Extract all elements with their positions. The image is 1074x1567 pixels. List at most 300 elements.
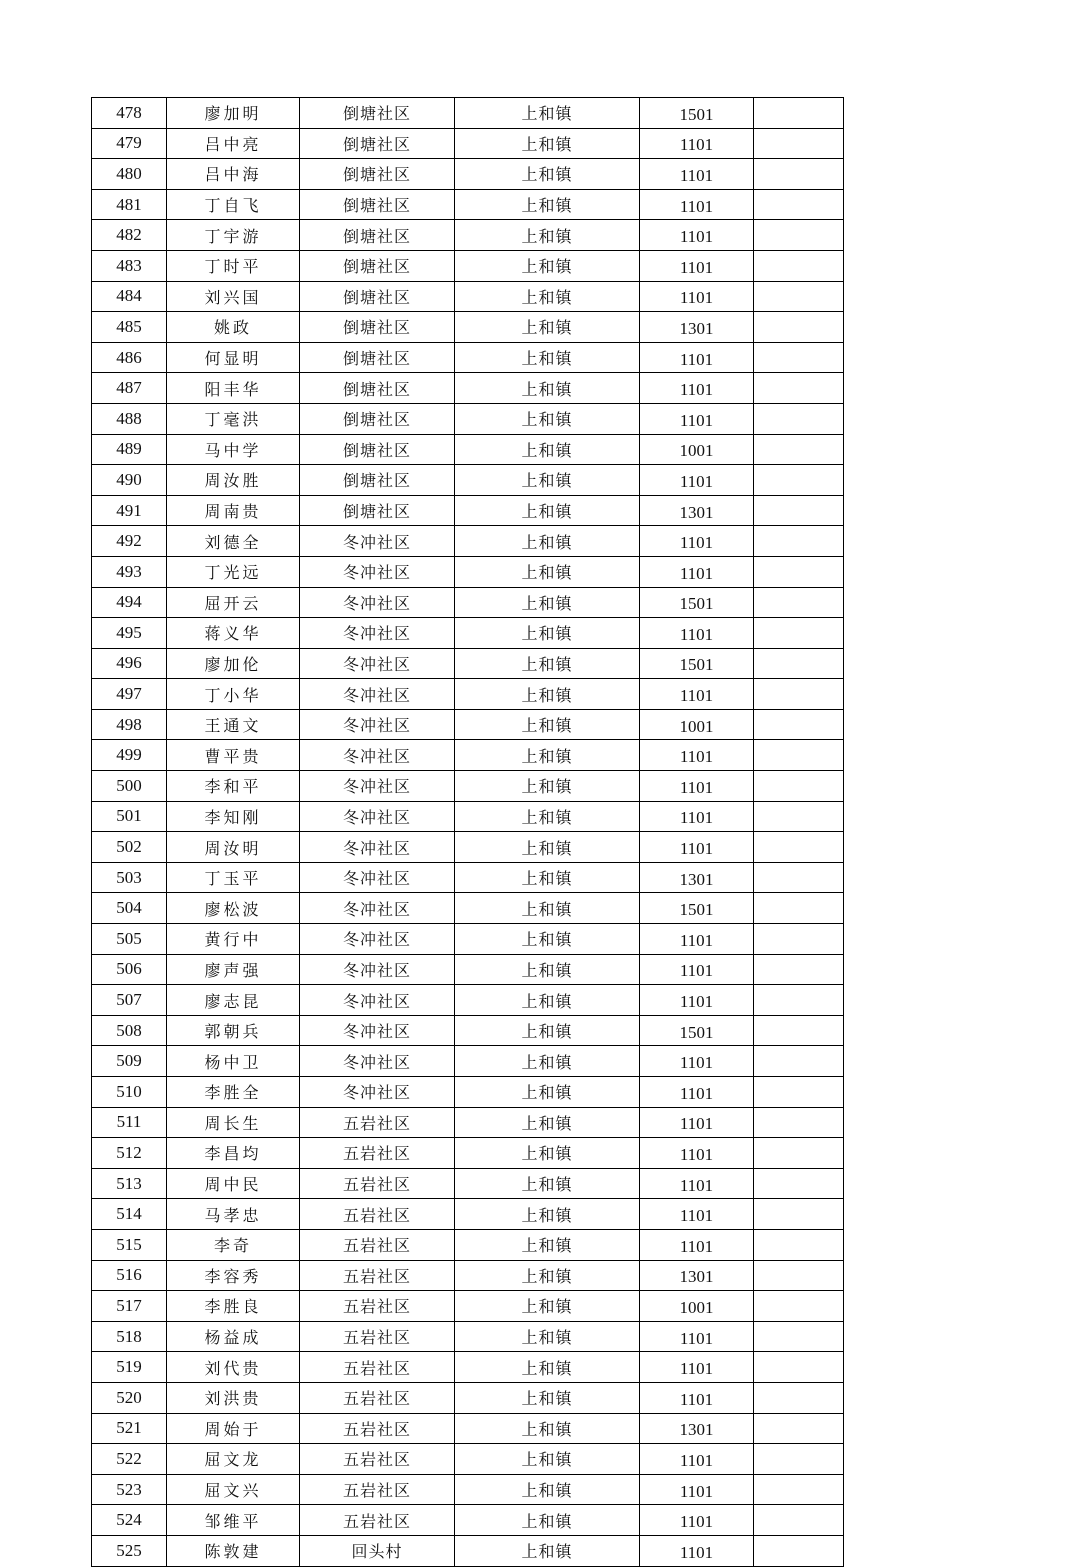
note-cell (754, 1199, 844, 1230)
note-cell (754, 1138, 844, 1169)
town-name: 上和镇 (455, 1107, 640, 1138)
table-row (92, 495, 844, 526)
table-row (92, 587, 844, 618)
town-name: 上和镇 (455, 1505, 640, 1536)
note-cell (754, 342, 844, 373)
community-name: 倒塘社区 (300, 159, 455, 190)
community-name: 冬冲社区 (300, 924, 455, 955)
community-name: 倒塘社区 (300, 281, 455, 312)
town-name: 上和镇 (455, 1077, 640, 1108)
note-cell (754, 189, 844, 220)
row-number: 488 (92, 403, 167, 434)
table-row (92, 250, 844, 281)
note-cell (754, 1474, 844, 1505)
row-number: 516 (92, 1260, 167, 1291)
note-cell (754, 1352, 844, 1383)
community-name: 冬冲社区 (300, 1077, 455, 1108)
note-cell (754, 1229, 844, 1260)
person-name: 姚政 (167, 312, 300, 343)
note-cell (754, 832, 844, 863)
table-row (92, 159, 844, 190)
person-name: 杨中卫 (167, 1046, 300, 1077)
table-row (92, 832, 844, 863)
person-name: 丁小华 (167, 679, 300, 710)
category-code: 1101 (640, 679, 754, 710)
note-cell (754, 1291, 844, 1322)
table-row (92, 893, 844, 924)
community-name: 五岩社区 (300, 1138, 455, 1169)
table-row (92, 862, 844, 893)
row-number: 493 (92, 556, 167, 587)
category-code: 1101 (640, 128, 754, 159)
community-name: 冬冲社区 (300, 985, 455, 1016)
person-name: 何显明 (167, 342, 300, 373)
person-name: 李奇 (167, 1229, 300, 1260)
community-name: 五岩社区 (300, 1382, 455, 1413)
table-row (92, 1107, 844, 1138)
table-row (92, 1291, 844, 1322)
person-name: 廖志昆 (167, 985, 300, 1016)
person-name: 李知刚 (167, 801, 300, 832)
category-code: 1101 (640, 1444, 754, 1475)
table-row (92, 1474, 844, 1505)
row-number: 501 (92, 801, 167, 832)
community-name: 五岩社区 (300, 1505, 455, 1536)
row-number: 518 (92, 1321, 167, 1352)
town-name: 上和镇 (455, 1168, 640, 1199)
table-row (92, 465, 844, 496)
table-row (92, 556, 844, 587)
table-row (92, 373, 844, 404)
row-number: 482 (92, 220, 167, 251)
town-name: 上和镇 (455, 1046, 640, 1077)
note-cell (754, 373, 844, 404)
person-name: 刘代贵 (167, 1352, 300, 1383)
row-number: 525 (92, 1535, 167, 1566)
town-name: 上和镇 (455, 587, 640, 618)
category-code: 1101 (640, 1382, 754, 1413)
town-name: 上和镇 (455, 893, 640, 924)
community-name: 倒塘社区 (300, 434, 455, 465)
category-code: 1101 (640, 342, 754, 373)
community-name: 倒塘社区 (300, 250, 455, 281)
note-cell (754, 618, 844, 649)
category-code: 1101 (640, 618, 754, 649)
person-name: 周汝明 (167, 832, 300, 863)
category-code: 1101 (640, 159, 754, 190)
community-name: 五岩社区 (300, 1413, 455, 1444)
category-code: 1301 (640, 1260, 754, 1291)
town-name: 上和镇 (455, 648, 640, 679)
community-name: 冬冲社区 (300, 587, 455, 618)
category-code: 1101 (640, 1474, 754, 1505)
community-name: 五岩社区 (300, 1352, 455, 1383)
person-name: 屈开云 (167, 587, 300, 618)
community-name: 五岩社区 (300, 1321, 455, 1352)
community-name: 冬冲社区 (300, 832, 455, 863)
town-name: 上和镇 (455, 1535, 640, 1566)
person-name: 杨益成 (167, 1321, 300, 1352)
note-cell (754, 312, 844, 343)
row-number: 515 (92, 1229, 167, 1260)
table-row (92, 1382, 844, 1413)
town-name: 上和镇 (455, 1260, 640, 1291)
person-name: 屈文龙 (167, 1444, 300, 1475)
note-cell (754, 403, 844, 434)
row-number: 499 (92, 740, 167, 771)
person-name: 王通文 (167, 709, 300, 740)
category-code: 1101 (640, 465, 754, 496)
person-name: 丁玉平 (167, 862, 300, 893)
town-name: 上和镇 (455, 556, 640, 587)
town-name: 上和镇 (455, 1199, 640, 1230)
category-code: 1001 (640, 709, 754, 740)
category-code: 1101 (640, 1321, 754, 1352)
category-code: 1301 (640, 312, 754, 343)
person-name: 马中学 (167, 434, 300, 465)
town-name: 上和镇 (455, 312, 640, 343)
category-code: 1101 (640, 250, 754, 281)
row-number: 519 (92, 1352, 167, 1383)
note-cell (754, 465, 844, 496)
community-name: 冬冲社区 (300, 679, 455, 710)
community-name: 五岩社区 (300, 1229, 455, 1260)
table-row (92, 281, 844, 312)
table-row (92, 1015, 844, 1046)
row-number: 502 (92, 832, 167, 863)
town-name: 上和镇 (455, 342, 640, 373)
table-row (92, 954, 844, 985)
table-row (92, 1046, 844, 1077)
category-code: 1101 (640, 1199, 754, 1230)
category-code: 1101 (640, 189, 754, 220)
table-row (92, 1352, 844, 1383)
table-row (92, 740, 844, 771)
category-code: 1101 (640, 924, 754, 955)
row-number: 523 (92, 1474, 167, 1505)
row-number: 508 (92, 1015, 167, 1046)
row-number: 487 (92, 373, 167, 404)
category-code: 1501 (640, 1015, 754, 1046)
person-name: 李昌均 (167, 1138, 300, 1169)
town-name: 上和镇 (455, 1138, 640, 1169)
category-code: 1101 (640, 1046, 754, 1077)
community-name: 倒塘社区 (300, 128, 455, 159)
row-number: 517 (92, 1291, 167, 1322)
table-row (92, 924, 844, 955)
row-number: 503 (92, 862, 167, 893)
table-row (92, 679, 844, 710)
person-name: 屈文兴 (167, 1474, 300, 1505)
row-number: 478 (92, 98, 167, 129)
community-name: 倒塘社区 (300, 220, 455, 251)
row-number: 505 (92, 924, 167, 955)
community-name: 倒塘社区 (300, 312, 455, 343)
note-cell (754, 495, 844, 526)
community-name: 冬冲社区 (300, 740, 455, 771)
community-name: 五岩社区 (300, 1444, 455, 1475)
table-row (92, 648, 844, 679)
note-cell (754, 740, 844, 771)
note-cell (754, 587, 844, 618)
row-number: 500 (92, 771, 167, 802)
category-code: 1501 (640, 98, 754, 129)
community-name: 五岩社区 (300, 1168, 455, 1199)
town-name: 上和镇 (455, 1352, 640, 1383)
town-name: 上和镇 (455, 618, 640, 649)
note-cell (754, 250, 844, 281)
table-row (92, 1505, 844, 1536)
row-number: 513 (92, 1168, 167, 1199)
note-cell (754, 1015, 844, 1046)
community-name: 冬冲社区 (300, 801, 455, 832)
category-code: 1301 (640, 1413, 754, 1444)
person-name: 周南贵 (167, 495, 300, 526)
community-name: 冬冲社区 (300, 771, 455, 802)
table-row (92, 403, 844, 434)
person-name: 吕中亮 (167, 128, 300, 159)
town-name: 上和镇 (455, 1382, 640, 1413)
category-code: 1101 (640, 954, 754, 985)
town-name: 上和镇 (455, 985, 640, 1016)
community-name: 倒塘社区 (300, 465, 455, 496)
category-code: 1101 (640, 220, 754, 251)
person-name: 刘兴国 (167, 281, 300, 312)
community-name: 倒塘社区 (300, 495, 455, 526)
table-row (92, 1260, 844, 1291)
row-number: 520 (92, 1382, 167, 1413)
table-row (92, 985, 844, 1016)
category-code: 1101 (640, 1535, 754, 1566)
town-name: 上和镇 (455, 679, 640, 710)
row-number: 484 (92, 281, 167, 312)
town-name: 上和镇 (455, 1291, 640, 1322)
table-row (92, 618, 844, 649)
row-number: 510 (92, 1077, 167, 1108)
person-name: 陈敦建 (167, 1535, 300, 1566)
town-name: 上和镇 (455, 403, 640, 434)
table-row (92, 1199, 844, 1230)
person-name: 刘德全 (167, 526, 300, 557)
note-cell (754, 648, 844, 679)
row-number: 481 (92, 189, 167, 220)
table-row (92, 1413, 844, 1444)
row-number: 485 (92, 312, 167, 343)
person-name: 李胜良 (167, 1291, 300, 1322)
table-row (92, 98, 844, 129)
person-name: 周中民 (167, 1168, 300, 1199)
community-name: 冬冲社区 (300, 526, 455, 557)
note-cell (754, 709, 844, 740)
note-cell (754, 801, 844, 832)
row-number: 509 (92, 1046, 167, 1077)
note-cell (754, 1535, 844, 1566)
community-name: 五岩社区 (300, 1291, 455, 1322)
community-name: 五岩社区 (300, 1107, 455, 1138)
note-cell (754, 159, 844, 190)
row-number: 491 (92, 495, 167, 526)
community-name: 倒塘社区 (300, 98, 455, 129)
person-name: 李胜全 (167, 1077, 300, 1108)
community-name: 冬冲社区 (300, 954, 455, 985)
table-row (92, 1077, 844, 1108)
table-row (92, 709, 844, 740)
row-number: 486 (92, 342, 167, 373)
community-name: 冬冲社区 (300, 618, 455, 649)
category-code: 1101 (640, 771, 754, 802)
town-name: 上和镇 (455, 740, 640, 771)
person-name: 周汝胜 (167, 465, 300, 496)
town-name: 上和镇 (455, 832, 640, 863)
note-cell (754, 220, 844, 251)
category-code: 1101 (640, 526, 754, 557)
category-code: 1101 (640, 801, 754, 832)
community-name: 倒塘社区 (300, 342, 455, 373)
row-number: 506 (92, 954, 167, 985)
town-name: 上和镇 (455, 159, 640, 190)
town-name: 上和镇 (455, 128, 640, 159)
category-code: 1501 (640, 648, 754, 679)
category-code: 1101 (640, 281, 754, 312)
category-code: 1001 (640, 434, 754, 465)
community-name: 倒塘社区 (300, 189, 455, 220)
town-name: 上和镇 (455, 373, 640, 404)
table-row (92, 1444, 844, 1475)
person-name: 李和平 (167, 771, 300, 802)
note-cell (754, 98, 844, 129)
note-cell (754, 924, 844, 955)
table-row (92, 220, 844, 251)
category-code: 1101 (640, 1107, 754, 1138)
category-code: 1501 (640, 587, 754, 618)
town-name: 上和镇 (455, 281, 640, 312)
town-name: 上和镇 (455, 924, 640, 955)
row-number: 514 (92, 1199, 167, 1230)
note-cell (754, 1046, 844, 1077)
town-name: 上和镇 (455, 862, 640, 893)
note-cell (754, 556, 844, 587)
table-row (92, 526, 844, 557)
person-name: 郭朝兵 (167, 1015, 300, 1046)
community-name: 冬冲社区 (300, 556, 455, 587)
town-name: 上和镇 (455, 1413, 640, 1444)
row-number: 479 (92, 128, 167, 159)
note-cell (754, 862, 844, 893)
note-cell (754, 893, 844, 924)
note-cell (754, 1107, 844, 1138)
roster-table (91, 97, 844, 1567)
person-name: 阳丰华 (167, 373, 300, 404)
row-number: 483 (92, 250, 167, 281)
note-cell (754, 1505, 844, 1536)
town-name: 上和镇 (455, 98, 640, 129)
community-name: 冬冲社区 (300, 862, 455, 893)
town-name: 上和镇 (455, 495, 640, 526)
town-name: 上和镇 (455, 1015, 640, 1046)
table-row (92, 1535, 844, 1566)
category-code: 1001 (640, 1291, 754, 1322)
town-name: 上和镇 (455, 954, 640, 985)
person-name: 李容秀 (167, 1260, 300, 1291)
person-name: 丁宇游 (167, 220, 300, 251)
note-cell (754, 1413, 844, 1444)
category-code: 1101 (640, 556, 754, 587)
category-code: 1501 (640, 893, 754, 924)
table-row (92, 342, 844, 373)
person-name: 周始于 (167, 1413, 300, 1444)
table-row (92, 801, 844, 832)
table-row (92, 434, 844, 465)
town-name: 上和镇 (455, 526, 640, 557)
community-name: 冬冲社区 (300, 893, 455, 924)
note-cell (754, 771, 844, 802)
row-number: 524 (92, 1505, 167, 1536)
category-code: 1101 (640, 1077, 754, 1108)
community-name: 倒塘社区 (300, 403, 455, 434)
person-name: 廖加明 (167, 98, 300, 129)
row-number: 490 (92, 465, 167, 496)
community-name: 冬冲社区 (300, 1015, 455, 1046)
person-name: 丁毫洪 (167, 403, 300, 434)
town-name: 上和镇 (455, 771, 640, 802)
category-code: 1101 (640, 1505, 754, 1536)
category-code: 1101 (640, 403, 754, 434)
table-row (92, 771, 844, 802)
person-name: 廖声强 (167, 954, 300, 985)
person-name: 丁光远 (167, 556, 300, 587)
note-cell (754, 985, 844, 1016)
row-number: 507 (92, 985, 167, 1016)
town-name: 上和镇 (455, 1444, 640, 1475)
town-name: 上和镇 (455, 1474, 640, 1505)
community-name: 冬冲社区 (300, 709, 455, 740)
row-number: 512 (92, 1138, 167, 1169)
category-code: 1101 (640, 985, 754, 1016)
table-row (92, 189, 844, 220)
person-name: 刘洪贵 (167, 1382, 300, 1413)
town-name: 上和镇 (455, 1229, 640, 1260)
note-cell (754, 1260, 844, 1291)
person-name: 邹维平 (167, 1505, 300, 1536)
note-cell (754, 1077, 844, 1108)
note-cell (754, 954, 844, 985)
community-name: 冬冲社区 (300, 648, 455, 679)
community-name: 倒塘社区 (300, 373, 455, 404)
note-cell (754, 679, 844, 710)
community-name: 五岩社区 (300, 1474, 455, 1505)
person-name: 廖加伦 (167, 648, 300, 679)
town-name: 上和镇 (455, 1321, 640, 1352)
person-name: 吕中海 (167, 159, 300, 190)
person-name: 马孝忠 (167, 1199, 300, 1230)
town-name: 上和镇 (455, 465, 640, 496)
row-number: 495 (92, 618, 167, 649)
person-name: 丁时平 (167, 250, 300, 281)
town-name: 上和镇 (455, 220, 640, 251)
table-row (92, 312, 844, 343)
category-code: 1101 (640, 373, 754, 404)
note-cell (754, 526, 844, 557)
row-number: 492 (92, 526, 167, 557)
community-name: 冬冲社区 (300, 1046, 455, 1077)
roster-body (92, 98, 844, 1567)
category-code: 1101 (640, 1138, 754, 1169)
category-code: 1301 (640, 495, 754, 526)
row-number: 489 (92, 434, 167, 465)
row-number: 496 (92, 648, 167, 679)
town-name: 上和镇 (455, 250, 640, 281)
person-name: 黄行中 (167, 924, 300, 955)
